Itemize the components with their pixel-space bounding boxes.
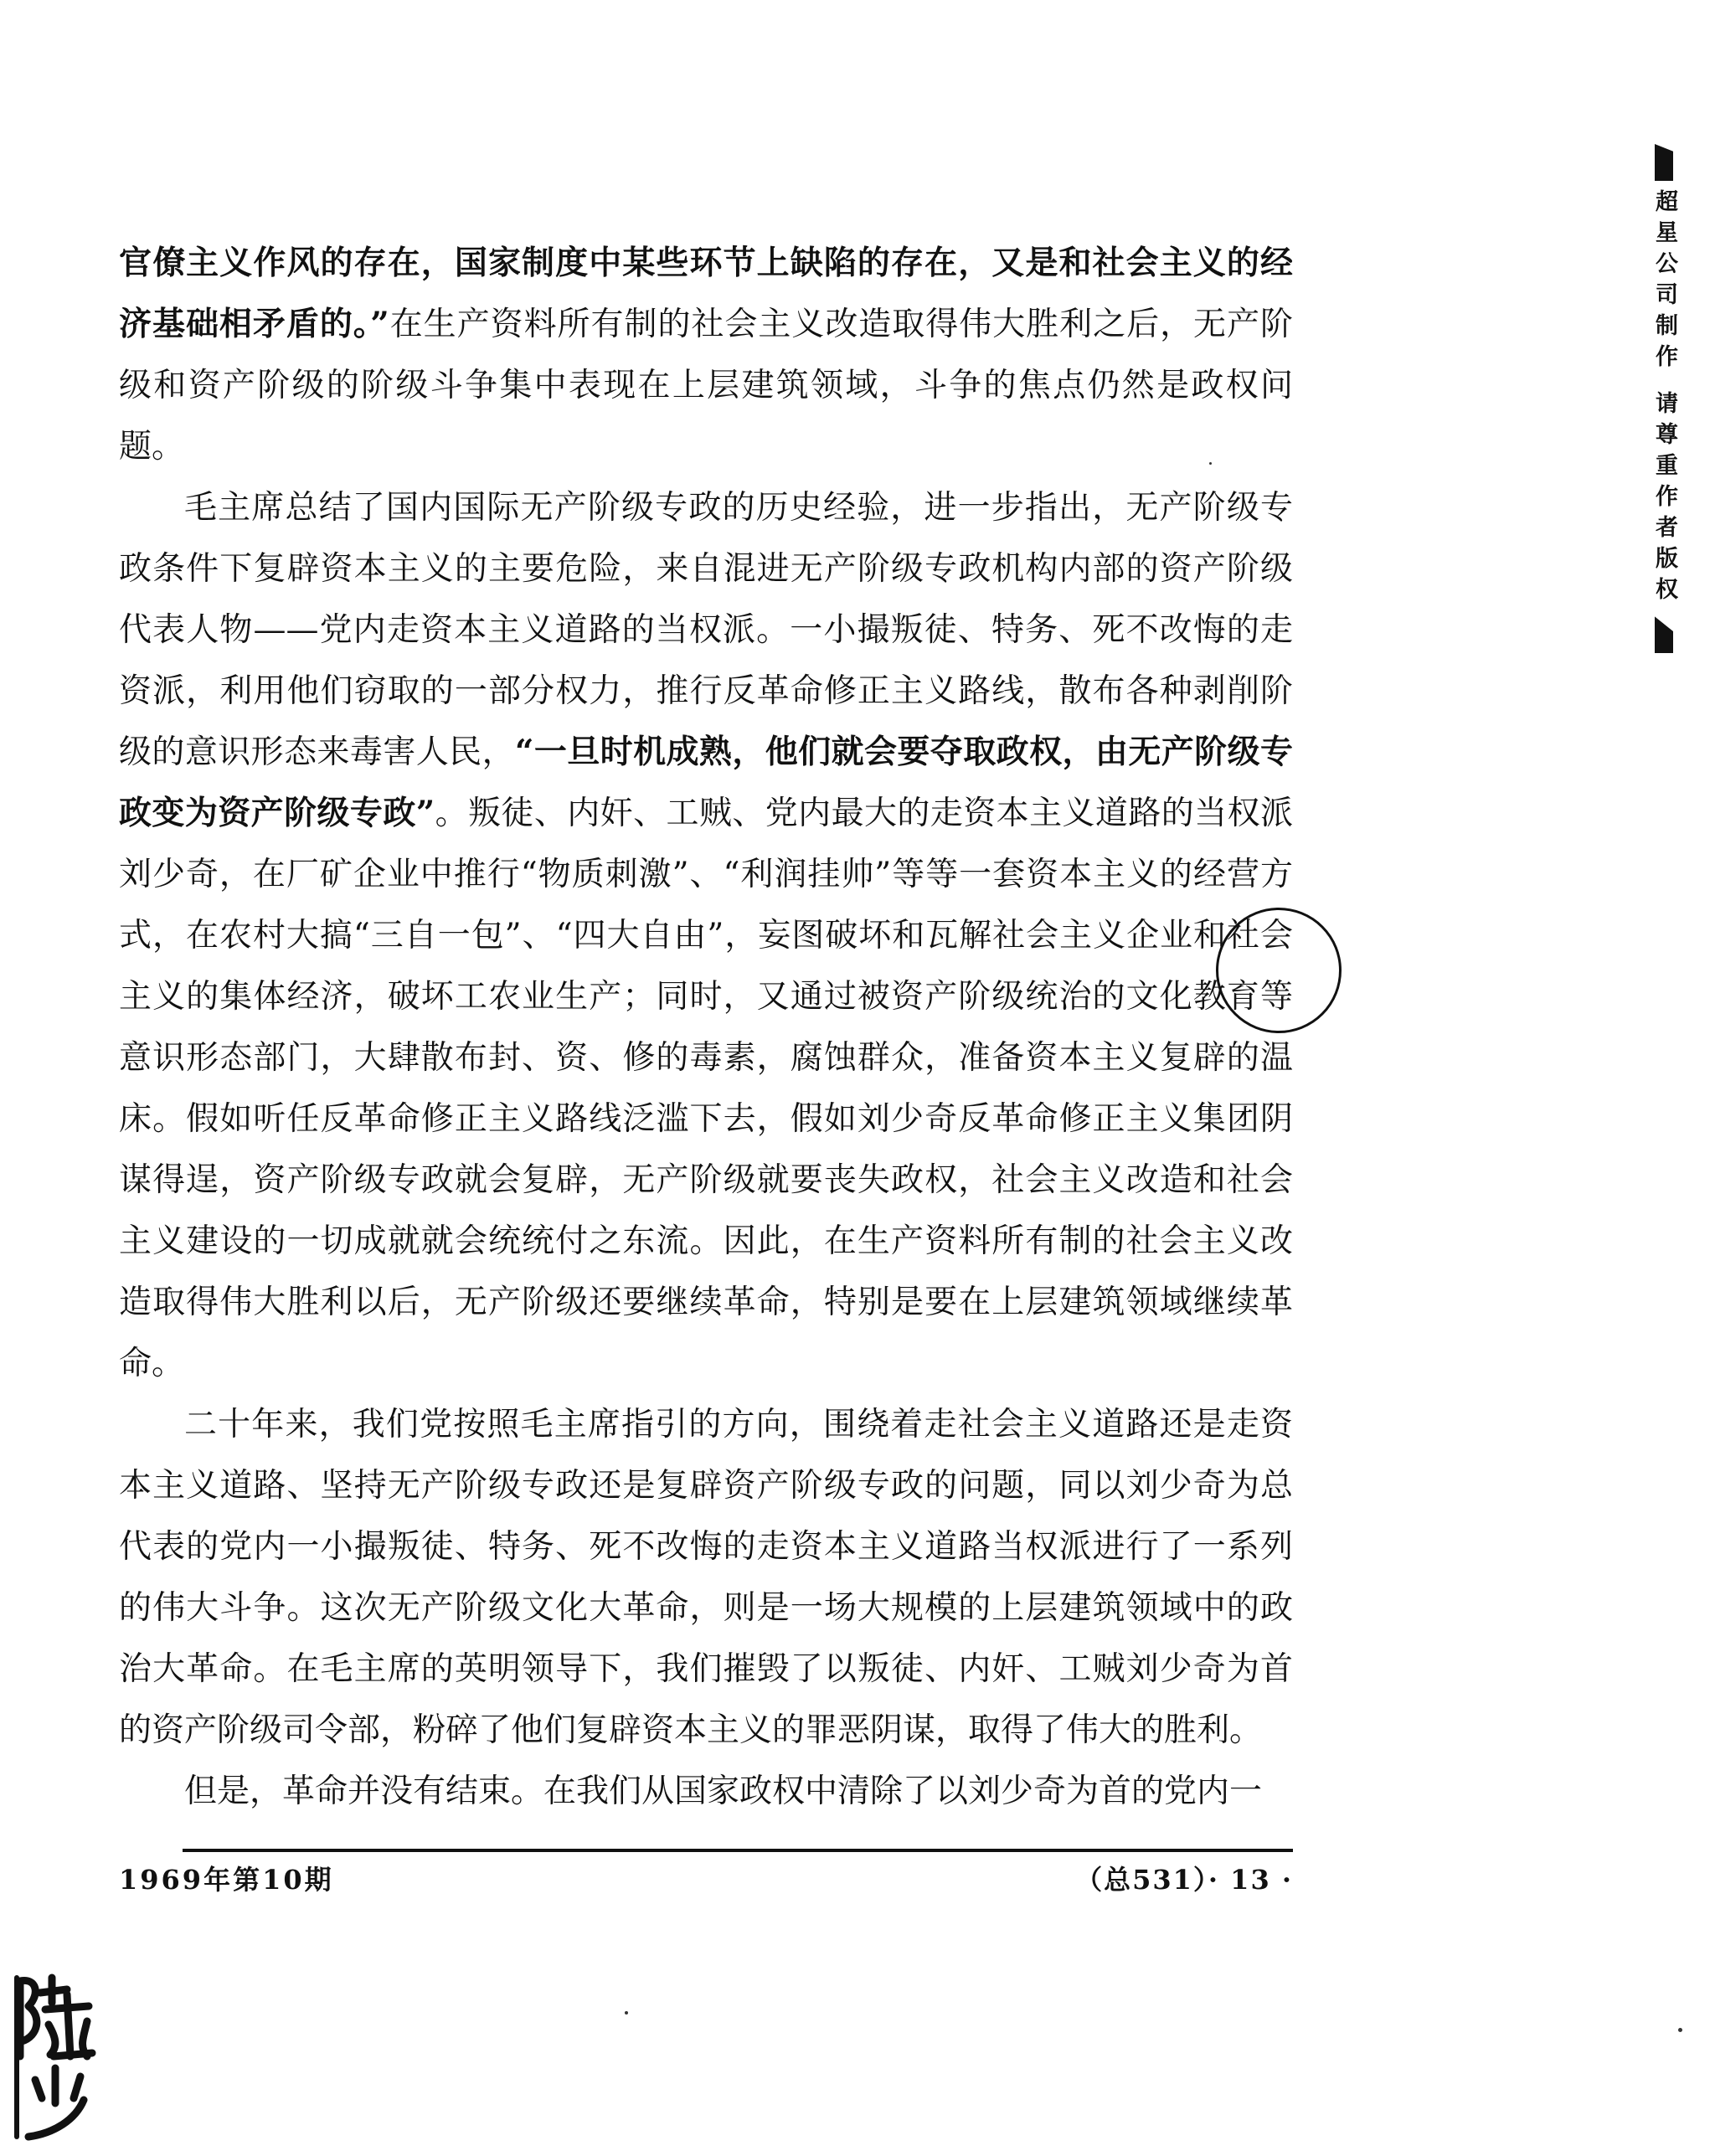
footer-page-number: （总531）· 13 · [1075,1864,1293,1896]
quoted-text-bold: “一旦时机成熟，他们就会要夺取政权，由无产阶级专政变为资产阶级专政” [119,733,1293,832]
footer-issue: 1969年第10期 [119,1864,334,1896]
side-bar-top-marker [1655,144,1673,181]
article-body [119,233,1293,1822]
hand-drawn-circle-annotation [1216,908,1342,1033]
scan-speck [1678,2028,1682,2032]
paragraph-text: 但是，革命并没有结束。在我们从国家政权中清除了以刘少奇为首的党内一 [184,1773,1263,1810]
paragraph-text: 在生产资料所有制的社会主义改造取得伟大胜利之后，无产阶级和资产阶级的阶级斗争集中表现在上层建筑领域，斗争的焦点仍然是政权问题。 [119,306,1293,466]
paragraph-text: 。叛徒、内奸、工贼、党内最大的走资本主义道路的当权派刘少奇，在厂矿企业中推行“物质刺激”、“利润挂帅”等等一套资本主义的经营方式，在农村大搞“三自一包”、“四大自由”，妄图破坏和瓦解社会主义企业和社会主义的集体经济，破坏工农业生产；同时，又通过被资产阶级统治的文化教育等意识形态部门，大肆散布封、资、修的毒素，腐蚀群众，准备资本主义复辟的温床。假如听任反革命修正主义路线泛滥下去，假如刘少奇反革命修正主义集团阴谋得逞，资产阶级专政就会复辟，无产阶级就要丧失政权，社会主义改造和社会主义建设的一切成就就会统统付之东流。因此，在生产资料所有制的社会主义改造取得伟大胜利以后，无产阶级还要继续革命，特别是要在上层建筑领域继续革命。 [119,795,1293,1382]
quoted-text-bold: 官僚主义作风的存在，国家制度中某些环节上缺陷的存在，又是和社会主义的经济基础相矛盾的。” [119,244,1293,343]
footer-rule [183,1849,1293,1852]
paragraph-text: 毛主席总结了国内国际无产阶级专政的历史经验，进一步指出，无产阶级专政条件下复辟资本主义的主要危险，来自混进无产阶级专政机构内部的资产阶级代表人物——党内走资本主义道路的当权派。一小撮叛徒、特务、死不改悔的走资派，利用他们窃取的一部分权力，推行反革命修正主义路线，散布各种剥削阶级的意识形态来毒害人民， [119,489,1293,771]
paragraph [119,1394,1293,1761]
side-bar-bottom-marker [1655,616,1673,653]
scan-speck [625,2011,628,2014]
paragraph [119,477,1293,1394]
paragraph [119,1761,1293,1822]
copyright-side-notice [1648,144,1680,653]
copyright-notice-text: 超星公司制作 请尊重作者版权 [1651,189,1677,609]
paragraph-text: 二十年来，我们党按照毛主席指引的方向，围绕着走社会主义道路还是走资本主义道路、坚持无产阶级专政还是复辟资产阶级专政的问题，同以刘少奇为总代表的党内一小撮叛徒、特务、死不改悔的走资本主义道路当权派进行了一系列的伟大斗争。这次无产阶级文化大革命，则是一场大规模的上层建筑领域中的政治大革命。在毛主席的英明领导下，我们摧毁了以叛徒、内奸、工贼刘少奇为首的资产阶级司令部，粉碎了他们复辟资本主义的罪恶阴谋，取得了伟大的胜利。 [119,1406,1293,1749]
scan-speck [1209,462,1212,465]
seal-stamp-logo [12,1969,102,2143]
paragraph [119,233,1293,477]
